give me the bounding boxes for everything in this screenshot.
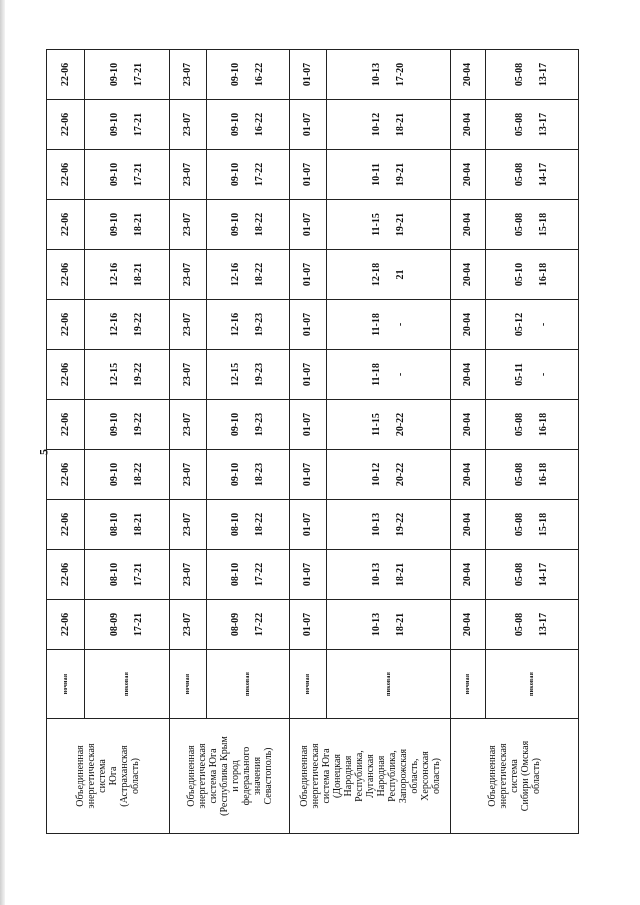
- hour-range-value: 12-15: [230, 362, 241, 387]
- hour-range-cell: [327, 250, 451, 300]
- hour-range-cell: [47, 600, 85, 650]
- hour-range-cell: [290, 450, 327, 500]
- hour-range-value: 19-22: [133, 412, 144, 437]
- hour-range-value: 23-07: [182, 212, 193, 237]
- hour-range-cell: [85, 400, 170, 450]
- hour-range-value: 20-04: [462, 412, 473, 437]
- table-row: [290, 50, 327, 834]
- region-name-line: Объединенная: [185, 745, 197, 807]
- hour-range-value: 09-10: [109, 112, 120, 137]
- hour-range-value: 23-07: [182, 562, 193, 587]
- hour-range-value: 05-12: [514, 312, 525, 337]
- hour-range-value: 17-21: [133, 62, 144, 87]
- hour-range-value: 22-06: [59, 562, 71, 587]
- zone-type-cell: пиковая: [207, 650, 290, 719]
- hour-range-cell: [486, 200, 579, 250]
- region-name-line: Республика,: [386, 750, 398, 802]
- region-name-line: Объединенная: [75, 745, 86, 807]
- region-name-line: энергетическая: [196, 743, 208, 809]
- page-number: 5: [36, 449, 51, 455]
- hour-range-value: -: [394, 372, 406, 377]
- hour-range-value: 21: [394, 269, 406, 280]
- hour-range-cell: [451, 600, 486, 650]
- hour-range-cell: [451, 350, 486, 400]
- hour-range-value: 10-12: [370, 112, 382, 137]
- hour-range-cell: [170, 350, 207, 400]
- hour-range-cell: [290, 350, 327, 400]
- hour-range-value: 01-07: [302, 412, 313, 437]
- hour-range-cell: [451, 450, 486, 500]
- hour-range-value: 12-16: [109, 312, 120, 337]
- hour-range-cell: [486, 550, 579, 600]
- region-name-line: значения: [251, 756, 263, 796]
- region-name-line: Луганская: [364, 754, 376, 798]
- hour-range-value: 17-21: [133, 612, 144, 637]
- hour-range-value: 05-08: [514, 162, 525, 187]
- hour-range-cell: [85, 50, 170, 100]
- hour-range-value: 22-06: [59, 112, 71, 137]
- hour-range-value: 19-23: [254, 362, 265, 387]
- zone-type-cell: ночная: [170, 650, 207, 719]
- hour-range-cell: [486, 150, 579, 200]
- hour-range-cell: [290, 100, 327, 150]
- table-body: [47, 50, 579, 834]
- hour-range-value: 17-22: [254, 162, 265, 187]
- hour-range-value: 17-21: [133, 112, 144, 137]
- hour-range-value: 17-20: [394, 62, 406, 87]
- hour-range-cell: [486, 300, 579, 350]
- hour-range-cell: [486, 50, 579, 100]
- hour-range-cell: [451, 300, 486, 350]
- region-name-line: (Донецкая: [331, 753, 343, 799]
- hour-range-value: 05-10: [514, 262, 525, 287]
- region-name-cell: [290, 719, 451, 834]
- hour-range-cell: [486, 350, 579, 400]
- hour-range-value: 10-13: [370, 562, 382, 587]
- hour-range-cell: [85, 600, 170, 650]
- hour-range-value: 15-18: [538, 512, 549, 537]
- hour-range-cell: [451, 50, 486, 100]
- hour-range-cell: [47, 500, 85, 550]
- hour-range-value: 20-04: [462, 562, 473, 587]
- hour-range-cell: [170, 300, 207, 350]
- region-name-line: Херсонская: [419, 751, 431, 801]
- hour-range-value: 17-22: [254, 562, 265, 587]
- hour-range-value: 14-17: [538, 562, 549, 587]
- hour-range-value: 20-04: [462, 162, 473, 187]
- hour-range-value: 09-10: [109, 62, 120, 87]
- hour-range-cell: [327, 150, 451, 200]
- hour-range-cell: [290, 150, 327, 200]
- hour-range-cell: [486, 600, 579, 650]
- region-name-line: Сибири (Омская: [520, 740, 531, 812]
- hour-range-value: 18-21: [394, 112, 406, 137]
- hour-range-value: 20-04: [462, 512, 473, 537]
- hour-range-value: 13-17: [538, 112, 549, 137]
- hour-range-cell: [170, 500, 207, 550]
- region-name-cell: [47, 719, 170, 834]
- hour-range-value: 20-22: [394, 412, 406, 437]
- hour-range-cell: [85, 550, 170, 600]
- hour-range-cell: [207, 450, 290, 500]
- hour-range-value: 09-10: [109, 412, 120, 437]
- hour-range-cell: [207, 50, 290, 100]
- hour-range-value: 23-07: [182, 62, 193, 87]
- hour-range-value: 09-10: [230, 62, 241, 87]
- hour-range-value: 19-22: [394, 512, 406, 537]
- region-name-line: система Юга: [320, 748, 332, 804]
- hour-range-cell: [327, 350, 451, 400]
- region-name-line: Запорожская: [397, 748, 409, 804]
- hour-range-cell: [327, 450, 451, 500]
- hour-range-value: 20-04: [462, 462, 473, 487]
- hour-range-value: 22-06: [59, 512, 71, 537]
- hour-range-cell: [486, 400, 579, 450]
- hour-range-value: 01-07: [302, 612, 313, 637]
- hour-range-cell: [327, 600, 451, 650]
- hour-range-value: 18-22: [254, 212, 265, 237]
- hour-range-value: 20-04: [462, 362, 473, 387]
- hour-range-cell: [85, 350, 170, 400]
- hour-range-value: 09-10: [230, 162, 241, 187]
- hour-range-value: 08-10: [230, 512, 241, 537]
- hour-range-cell: [327, 500, 451, 550]
- hour-range-value: 18-21: [394, 562, 406, 587]
- hour-range-value: 20-04: [462, 112, 473, 137]
- hour-range-value: 17-22: [254, 612, 265, 637]
- hour-range-value: 19-22: [133, 362, 144, 387]
- hour-range-value: 01-07: [302, 362, 313, 387]
- hour-range-cell: [207, 250, 290, 300]
- hour-range-cell: [170, 100, 207, 150]
- hour-range-value: 18-23: [254, 462, 265, 487]
- hour-range-cell: [207, 200, 290, 250]
- region-name-line: Объединенная: [487, 745, 498, 807]
- hour-range-cell: [170, 150, 207, 200]
- hour-range-cell: [290, 400, 327, 450]
- hour-range-cell: [451, 550, 486, 600]
- hour-range-value: 05-11: [514, 363, 525, 386]
- hour-range-value: 20-04: [462, 312, 473, 337]
- hour-range-value: 19-23: [254, 412, 265, 437]
- hour-range-cell: [290, 600, 327, 650]
- hour-range-value: 18-22: [133, 462, 144, 487]
- hour-range-value: 01-07: [302, 212, 313, 237]
- region-name-line: Народная: [342, 755, 354, 797]
- hour-range-value: 23-07: [182, 412, 193, 437]
- hour-range-value: 01-07: [302, 312, 313, 337]
- hour-range-value: 05-08: [514, 612, 525, 637]
- hour-range-value: 11-15: [370, 413, 382, 436]
- hour-range-value: 23-07: [182, 112, 193, 137]
- hour-range-cell: [85, 450, 170, 500]
- hour-range-cell: [170, 50, 207, 100]
- hour-range-value: 14-17: [538, 162, 549, 187]
- hour-range-cell: [327, 100, 451, 150]
- hour-range-cell: [170, 550, 207, 600]
- hour-range-value: 22-06: [59, 312, 71, 337]
- hour-range-value: 01-07: [302, 112, 313, 137]
- hour-range-value: 05-08: [514, 512, 525, 537]
- region-name-line: Объединенная: [298, 745, 310, 807]
- hour-range-cell: [85, 200, 170, 250]
- hour-range-value: 11-18: [370, 313, 382, 336]
- hour-range-value: 16-18: [538, 412, 549, 437]
- region-name-line: и город: [229, 760, 241, 792]
- region-name-line: Республика,: [353, 750, 365, 802]
- hour-range-cell: [170, 600, 207, 650]
- hour-range-value: 18-21: [133, 512, 144, 537]
- hour-range-cell: [290, 500, 327, 550]
- hour-range-value: 12-15: [109, 362, 120, 387]
- hour-range-cell: [451, 200, 486, 250]
- hour-range-cell: [85, 150, 170, 200]
- zone-type-cell: ночная: [290, 650, 327, 719]
- region-name-line: область): [531, 758, 542, 794]
- hour-range-value: 10-13: [370, 612, 382, 637]
- hour-range-cell: [207, 150, 290, 200]
- hour-range-value: 08-10: [109, 512, 120, 537]
- region-name-line: область,: [408, 758, 420, 794]
- region-name-line: (Республика Крым: [218, 736, 230, 816]
- hour-range-value: 22-06: [59, 462, 71, 487]
- hour-range-value: 01-07: [302, 512, 313, 537]
- hour-range-value: 20-22: [394, 462, 406, 487]
- table-row: [486, 50, 579, 834]
- hour-range-cell: [170, 450, 207, 500]
- hour-range-cell: [327, 200, 451, 250]
- hour-range-value: 18-22: [254, 262, 265, 287]
- hour-range-value: 05-08: [514, 112, 525, 137]
- hour-range-value: 11-15: [370, 213, 382, 236]
- hour-range-cell: [207, 350, 290, 400]
- hour-range-value: 16-18: [538, 262, 549, 287]
- hour-range-cell: [47, 300, 85, 350]
- hour-range-value: 22-06: [59, 162, 71, 187]
- hour-range-cell: [451, 100, 486, 150]
- region-name-line: система: [97, 759, 108, 793]
- hour-range-value: 20-04: [462, 262, 473, 287]
- hour-range-value: -: [394, 322, 406, 327]
- zone-type-cell: пиковая: [327, 650, 451, 719]
- region-name-line: Юга: [108, 766, 119, 786]
- hour-range-value: 22-06: [59, 212, 71, 237]
- hour-range-cell: [486, 100, 579, 150]
- rotated-table-wrapper: [46, 62, 594, 834]
- region-name-line: энергетическая: [498, 743, 509, 809]
- hour-range-value: 23-07: [182, 362, 193, 387]
- hour-range-cell: [207, 100, 290, 150]
- hour-range-cell: [451, 150, 486, 200]
- tariff-zones-table: [46, 49, 579, 834]
- hour-range-cell: [47, 550, 85, 600]
- hour-range-value: 12-16: [230, 262, 241, 287]
- hour-range-cell: [327, 300, 451, 350]
- hour-range-cell: [47, 400, 85, 450]
- hour-range-cell: [47, 100, 85, 150]
- hour-range-value: 05-08: [514, 562, 525, 587]
- hour-range-value: 12-18: [370, 262, 382, 287]
- hour-range-cell: [290, 50, 327, 100]
- hour-range-value: 01-07: [302, 462, 313, 487]
- table-row: [47, 50, 85, 834]
- hour-range-value: 18-21: [133, 212, 144, 237]
- hour-range-value: 09-10: [230, 212, 241, 237]
- region-name-line: Севастополь): [262, 747, 274, 805]
- hour-range-value: 23-07: [182, 612, 193, 637]
- region-name-line: система: [509, 759, 520, 793]
- hour-range-value: 18-22: [254, 512, 265, 537]
- hour-range-value: 17-21: [133, 162, 144, 187]
- region-name-line: (Астраханская: [119, 745, 130, 807]
- hour-range-value: 16-18: [538, 462, 549, 487]
- hour-range-value: 01-07: [302, 262, 313, 287]
- hour-range-cell: [207, 300, 290, 350]
- hour-range-value: 23-07: [182, 312, 193, 337]
- hour-range-cell: [47, 250, 85, 300]
- hour-range-value: 16-22: [254, 112, 265, 137]
- hour-range-value: 09-10: [230, 412, 241, 437]
- hour-range-value: 22-06: [59, 262, 71, 287]
- scan-left-edge: [0, 0, 5, 905]
- hour-range-value: 05-08: [514, 62, 525, 87]
- hour-range-value: 05-08: [514, 462, 525, 487]
- region-name-cell: [170, 719, 290, 834]
- hour-range-cell: [47, 50, 85, 100]
- hour-range-value: 09-10: [109, 212, 120, 237]
- hour-range-cell: [170, 250, 207, 300]
- hour-range-cell: [85, 500, 170, 550]
- hour-range-value: 09-10: [109, 462, 120, 487]
- hour-range-value: 18-21: [394, 612, 406, 637]
- hour-range-cell: [207, 550, 290, 600]
- zone-type-cell: пиковая: [85, 650, 170, 719]
- hour-range-value: 16-22: [254, 62, 265, 87]
- hour-range-cell: [290, 200, 327, 250]
- hour-range-cell: [327, 550, 451, 600]
- hour-range-value: 23-07: [182, 162, 193, 187]
- hour-range-value: 20-04: [462, 212, 473, 237]
- hour-range-cell: [290, 550, 327, 600]
- hour-range-value: 22-06: [59, 612, 71, 637]
- hour-range-value: 12-16: [109, 262, 120, 287]
- hour-range-cell: [290, 300, 327, 350]
- hour-range-value: 19-21: [394, 212, 406, 237]
- hour-range-cell: [85, 300, 170, 350]
- hour-range-cell: [451, 400, 486, 450]
- hour-range-value: 19-21: [394, 162, 406, 187]
- hour-range-value: 12-16: [230, 312, 241, 337]
- table-row: [327, 50, 451, 834]
- hour-range-cell: [47, 350, 85, 400]
- hour-range-value: 20-04: [462, 62, 473, 87]
- hour-range-value: 09-10: [230, 112, 241, 137]
- hour-range-cell: [170, 200, 207, 250]
- hour-range-cell: [85, 250, 170, 300]
- hour-range-value: 22-06: [59, 62, 71, 87]
- hour-range-cell: [47, 150, 85, 200]
- hour-range-value: 13-17: [538, 62, 549, 87]
- hour-range-value: 20-04: [462, 612, 473, 637]
- hour-range-value: 13-17: [538, 612, 549, 637]
- hour-range-value: 08-10: [230, 562, 241, 587]
- hour-range-value: 23-07: [182, 512, 193, 537]
- table-row: [85, 50, 170, 834]
- hour-range-cell: [85, 100, 170, 150]
- hour-range-cell: [486, 450, 579, 500]
- hour-range-cell: [207, 400, 290, 450]
- table-row: [170, 50, 207, 834]
- hour-range-value: 09-10: [230, 462, 241, 487]
- hour-range-cell: [290, 250, 327, 300]
- region-name-line: область): [130, 758, 141, 794]
- zone-type-cell: ночная: [47, 650, 85, 719]
- hour-range-value: 10-13: [370, 512, 382, 537]
- zone-type-cell: пиковая: [486, 650, 579, 719]
- region-name-line: федерального: [240, 746, 252, 806]
- hour-range-value: 01-07: [302, 162, 313, 187]
- hour-range-value: 01-07: [302, 562, 313, 587]
- hour-range-value: 05-08: [514, 412, 525, 437]
- hour-range-value: 01-07: [302, 62, 313, 87]
- table-row: [207, 50, 290, 834]
- hour-range-value: -: [538, 372, 549, 377]
- hour-range-value: -: [538, 322, 549, 327]
- hour-range-value: 19-23: [254, 312, 265, 337]
- hour-range-cell: [451, 500, 486, 550]
- hour-range-cell: [47, 200, 85, 250]
- hour-range-value: 09-10: [109, 162, 120, 187]
- hour-range-cell: [486, 500, 579, 550]
- zone-type-cell: ночная: [451, 650, 486, 719]
- region-name-line: энергетическая: [309, 743, 321, 809]
- hour-range-value: 22-06: [59, 362, 71, 387]
- hour-range-value: 10-13: [370, 62, 382, 87]
- region-name-line: область): [430, 758, 442, 794]
- region-name-line: энергетическая: [86, 743, 97, 809]
- hour-range-value: 18-21: [133, 262, 144, 287]
- hour-range-cell: [327, 50, 451, 100]
- hour-range-value: 17-21: [133, 562, 144, 587]
- hour-range-value: 08-09: [230, 612, 241, 637]
- hour-range-value: 05-08: [514, 212, 525, 237]
- hour-range-cell: [47, 450, 85, 500]
- region-name-line: Народная: [375, 755, 387, 797]
- hour-range-value: 08-09: [109, 612, 120, 637]
- hour-range-cell: [207, 500, 290, 550]
- region-name-cell: [451, 719, 579, 834]
- hour-range-value: 23-07: [182, 462, 193, 487]
- hour-range-cell: [451, 250, 486, 300]
- hour-range-value: 08-10: [109, 562, 120, 587]
- hour-range-cell: [486, 250, 579, 300]
- hour-range-value: 11-18: [370, 363, 382, 386]
- hour-range-value: 10-12: [370, 462, 382, 487]
- hour-range-value: 10-11: [370, 163, 382, 186]
- hour-range-value: 23-07: [182, 262, 193, 287]
- hour-range-cell: [170, 400, 207, 450]
- table-row: [451, 50, 486, 834]
- hour-range-value: 22-06: [59, 412, 71, 437]
- hour-range-cell: [207, 600, 290, 650]
- region-name-line: система Юга: [207, 748, 219, 804]
- hour-range-cell: [327, 400, 451, 450]
- hour-range-value: 19-22: [133, 312, 144, 337]
- hour-range-value: 15-18: [538, 212, 549, 237]
